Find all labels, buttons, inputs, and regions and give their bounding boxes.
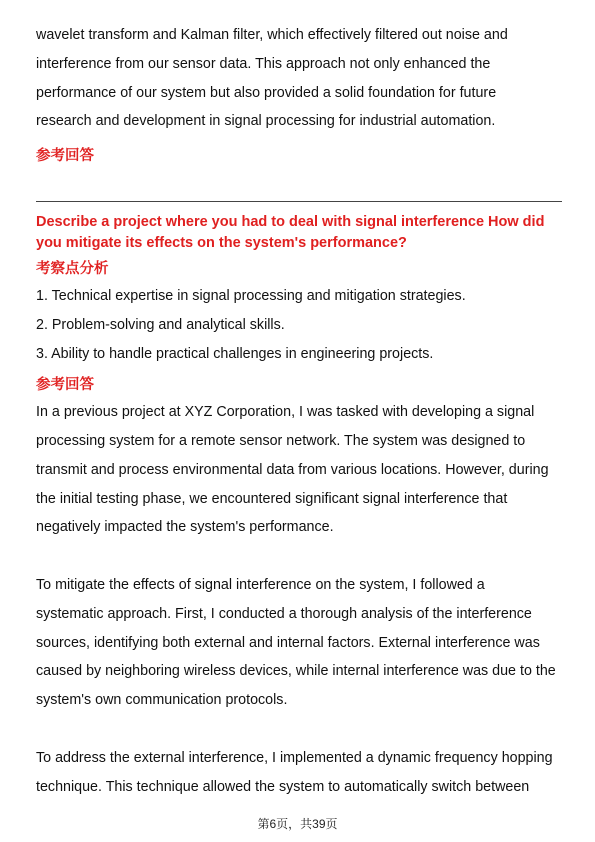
text-line: technique. This technique allowed the system to automatically switch between (36, 778, 530, 795)
answer-paragraph-1 (36, 398, 562, 542)
text-line: interference from our sensor data. This approach not only enhanced the (36, 55, 491, 72)
section-divider (36, 201, 562, 202)
analysis-label: 考察点分析 (36, 261, 109, 278)
list-item: 1. Technical expertise in signal processing and mitigation strategies. (36, 288, 466, 305)
question-line: you mitigate its effects on the system's performance? (36, 235, 407, 252)
text-line: performance of our system but also provided a solid foundation for future (36, 84, 497, 101)
analysis-list (36, 282, 562, 369)
reference-answer-label: 参考回答 (36, 377, 94, 394)
text-line: research and development in signal processing for industrial automation. (36, 113, 496, 130)
list-item: 3. Ability to handle practical challenges in engineering projects. (36, 346, 434, 363)
text-line: negatively impacted the system's performance. (36, 519, 334, 536)
text-line: transmit and process environmental data from various locations. However, during (36, 461, 549, 478)
question-heading (36, 212, 562, 254)
text-line: To address the external interference, I implemented a dynamic frequency hopping (36, 749, 553, 766)
text-line: To mitigate the effects of signal interference on the system, I followed a (36, 576, 485, 593)
text-line: sources, identifying both external and internal factors. External interference was (36, 634, 540, 651)
question-line: Describe a project where you had to deal with signal interference How did (36, 214, 545, 231)
text-line: wavelet transform and Kalman filter, which effectively filtered out noise and (36, 27, 508, 43)
text-line: systematic approach. First, I conducted a thorough analysis of the interference (36, 605, 532, 622)
paragraph-gap (36, 715, 562, 744)
text-line: In a previous project at XYZ Corporation, I was tasked with developing a signal (36, 404, 535, 421)
answer-paragraph-3 (36, 744, 562, 802)
paragraph-gap (36, 542, 562, 571)
text-line: caused by neighboring wireless devices, while internal interference was due to the (36, 663, 556, 680)
text-line: the initial testing phase, we encountered significant signal interference that (36, 490, 508, 507)
list-item: 2. Problem-solving and analytical skills. (36, 317, 285, 334)
intro-paragraph (36, 21, 562, 136)
reference-answer-label: 参考回答 (36, 148, 94, 165)
text-line: system's own communication protocols. (36, 692, 288, 709)
page-number-footer: 第6页，共39页 (257, 817, 338, 831)
answer-paragraph-2 (36, 571, 562, 715)
page-content (36, 21, 562, 801)
text-line: processing system for a remote sensor network. The system was designed to (36, 432, 526, 449)
